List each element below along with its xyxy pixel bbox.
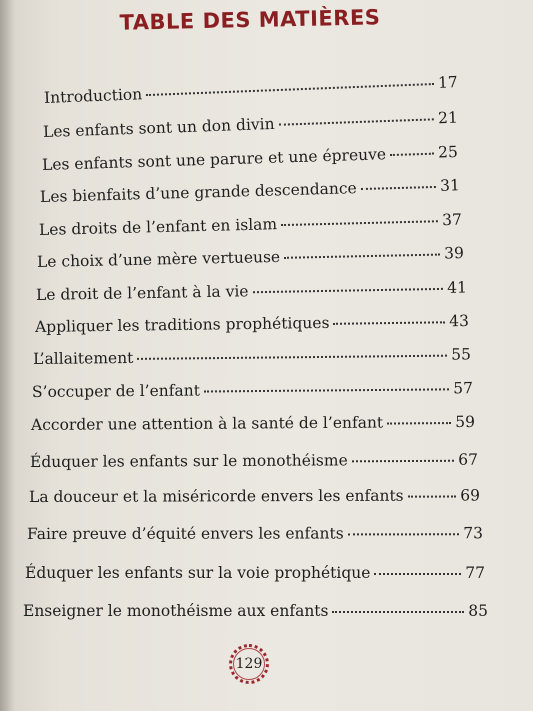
toc-entry-soccuper bbox=[32, 377, 473, 401]
dot-leader bbox=[252, 274, 443, 293]
toc-entry-label: Introduction bbox=[43, 85, 143, 107]
toc-entry-page: 67 bbox=[458, 450, 479, 469]
dot-leader bbox=[278, 104, 434, 125]
toc-entry-label: Les droits de l’enfant en islam bbox=[38, 215, 278, 239]
toc-entry-label: La douceur et la miséricorde envers les enfants bbox=[28, 486, 404, 506]
dot-leader bbox=[332, 597, 464, 613]
toc-entry-label: Les enfants sont une parure et une épreuve bbox=[41, 145, 387, 174]
toc-entry-page: 21 bbox=[437, 108, 459, 128]
toc-entry-label: Le choix d’une mère vertueuse bbox=[36, 247, 281, 271]
toc-entry-page: 77 bbox=[465, 563, 485, 582]
toc-entry-equite bbox=[27, 522, 483, 543]
dot-leader bbox=[390, 139, 435, 156]
toc-entry-droits-islam bbox=[39, 209, 462, 239]
dot-leader bbox=[284, 240, 440, 259]
toc-entry-page: 17 bbox=[437, 73, 459, 92]
toc-entry-introduction bbox=[44, 71, 458, 107]
dot-leader bbox=[348, 519, 460, 535]
toc-entry-label: Enseigner le monothéisme aux enfants bbox=[23, 601, 329, 620]
toc-entry-mere-vertueuse bbox=[37, 242, 464, 271]
toc-entry-label: Les bienfaits d’une grande descendance bbox=[39, 179, 357, 206]
dot-leader bbox=[352, 446, 455, 462]
toc-entry-label: L’allaitement bbox=[32, 348, 134, 368]
toc-entry-page: 59 bbox=[455, 412, 476, 431]
toc-entry-label: Éduquer les enfants sur la voie prophétique bbox=[25, 563, 371, 582]
toc-entry-page: 85 bbox=[468, 601, 488, 620]
toc-entry-page: 31 bbox=[439, 176, 461, 195]
toc-entry-traditions bbox=[35, 310, 469, 336]
toc-entry-page: 37 bbox=[441, 210, 463, 230]
toc-entry-monotheisme bbox=[30, 449, 478, 471]
toc-entry-label: Les enfants sont un don divin bbox=[42, 114, 275, 141]
toc-entry-page: 57 bbox=[453, 379, 474, 398]
toc-entry-label: S’occuper de l’enfant bbox=[31, 381, 200, 401]
toc-entry-page: 41 bbox=[447, 278, 468, 297]
toc-entry-douceur bbox=[29, 484, 480, 506]
dot-leader bbox=[146, 69, 434, 96]
toc-entry-page: 55 bbox=[451, 345, 472, 364]
dot-leader bbox=[360, 172, 436, 190]
dot-leader bbox=[408, 482, 457, 498]
toc-entry-parure-epreuve bbox=[42, 141, 458, 174]
dot-leader bbox=[387, 408, 451, 424]
toc-entry-enseigner bbox=[23, 600, 488, 620]
dot-leader bbox=[374, 559, 461, 575]
toc-entry-sante bbox=[31, 411, 475, 434]
page-number-badge bbox=[229, 644, 269, 684]
toc-entry-label: Accorder une attention à la santé de l’enfant bbox=[30, 413, 384, 434]
dot-leader bbox=[137, 341, 447, 360]
page-number: 129 bbox=[235, 656, 263, 672]
toc-entry-label: Faire preuve d’équité envers les enfants bbox=[26, 524, 344, 543]
toc-entry-page: 43 bbox=[449, 311, 470, 331]
toc-entry-droit-vie bbox=[36, 276, 467, 303]
dot-leader bbox=[333, 307, 445, 324]
toc-entry-label: Éduquer les enfants sur le monothéisme bbox=[29, 451, 348, 471]
toc-entry-label: Le droit de l’enfant à la vie bbox=[35, 282, 249, 304]
page-title: TABLE DES MATIÈRES bbox=[119, 5, 381, 35]
toc-entry-allaitement bbox=[33, 343, 471, 368]
toc-entry-page: 39 bbox=[444, 243, 465, 263]
toc-entry-label: Appliquer les traditions prophétiques bbox=[34, 313, 330, 336]
toc-entry-don-divin bbox=[43, 107, 458, 141]
dot-leader bbox=[281, 206, 438, 226]
toc-entry-page: 25 bbox=[437, 142, 459, 162]
toc-entry-bienfaits bbox=[40, 174, 460, 206]
dot-leader bbox=[204, 374, 449, 392]
toc-entry-voie-prophetique bbox=[25, 562, 485, 582]
toc-entry-page: 73 bbox=[463, 524, 484, 543]
toc-entry-page: 69 bbox=[460, 486, 481, 505]
